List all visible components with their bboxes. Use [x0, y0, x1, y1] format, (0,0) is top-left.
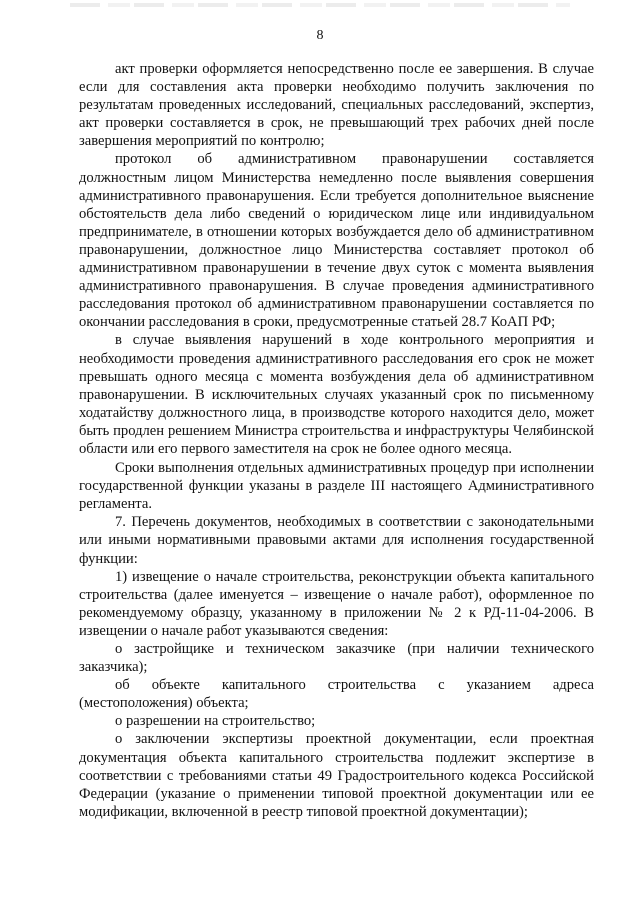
scan-header-noise — [70, 3, 570, 7]
paragraph-investigation: в случае выявления нарушений в ходе контрольного мероприятия и необходимости проведения административного расследования его срок не может превышать одного месяца с момента возбуждения дела об административном правонарушении. В исключительных случаях указанный срок по письменному ходатайству должностного лица, в производстве которого находится дело, может быть продлен решением Министра строительства и инфраструктуры Челябинской области или его первого заместителя на срок не более одного месяца. — [79, 332, 594, 457]
document-body — [79, 60, 594, 821]
paragraph-protocol: протокол об административном правонарушении составляется должностным лицом Министерства немедленно после выявления совершения административного правонарушения. Если требуется дополнительное выяснение обстоятельств дела либо сведений о юридическом лице или индивидуальном предпринимателе, в отношении которых возбуждается дело об административном правонарушении, должностное лицо Министерства составляет протокол об административном правонарушении в течение двух суток с момента выявления административного правонарушения. В случае проведения административного расследования протокол об административном правонарушении составляется по окончании расследования в сроки, предусмотренные статьей 28.7 КоАП РФ; — [79, 151, 594, 331]
paragraph-notice-start: 1) извещение о начале строительства, реконструкции объекта капитального строительства (далее именуется – извещение о начале работ), оформленное по рекомендуемому образцу, указанному в приложении № 2 к РД-11-04-2006. В извещении о начале работ указываются сведения: — [79, 568, 594, 639]
paragraph-expertise: о заключении экспертизы проектной документации, если проектная документация объекта капитального строительства подлежит экспертизе в соответствии с требованиями статьи 49 Градостроительного кодекса Российской Федерации (указание о применении типовой проектной документации или ее модификации, включенной в реестр типовой проектной документации); — [79, 731, 594, 820]
paragraph-documents-list: 7. Перечень документов, необходимых в соответствии с законодательными или иными нормативными правовыми актами для исполнения государственной функции: — [79, 514, 594, 567]
paragraph-developer: о застройщике и техническом заказчике (при наличии технического заказчика); — [79, 641, 594, 676]
page-number: 8 — [316, 28, 324, 43]
paragraph-act-inspection: акт проверки оформляется непосредственно после ее завершения. В случае если для составления акта проверки необходимо получить заключения по результатам проведенных исследований, специальных расследований, экспертиз, акт проверки составляется в срок, не превышающий трех рабочих дней после завершения мероприятий по контролю; — [79, 61, 594, 150]
paragraph-permit: о разрешении на строительство; — [115, 713, 316, 730]
paragraph-deadlines: Сроки выполнения отдельных административных процедур при исполнении государственной функции указаны в разделе III настоящего Административного регламента. — [79, 460, 594, 513]
paragraph-object: об объекте капитального строительства с указанием адреса (местоположения) объекта; — [79, 677, 594, 712]
